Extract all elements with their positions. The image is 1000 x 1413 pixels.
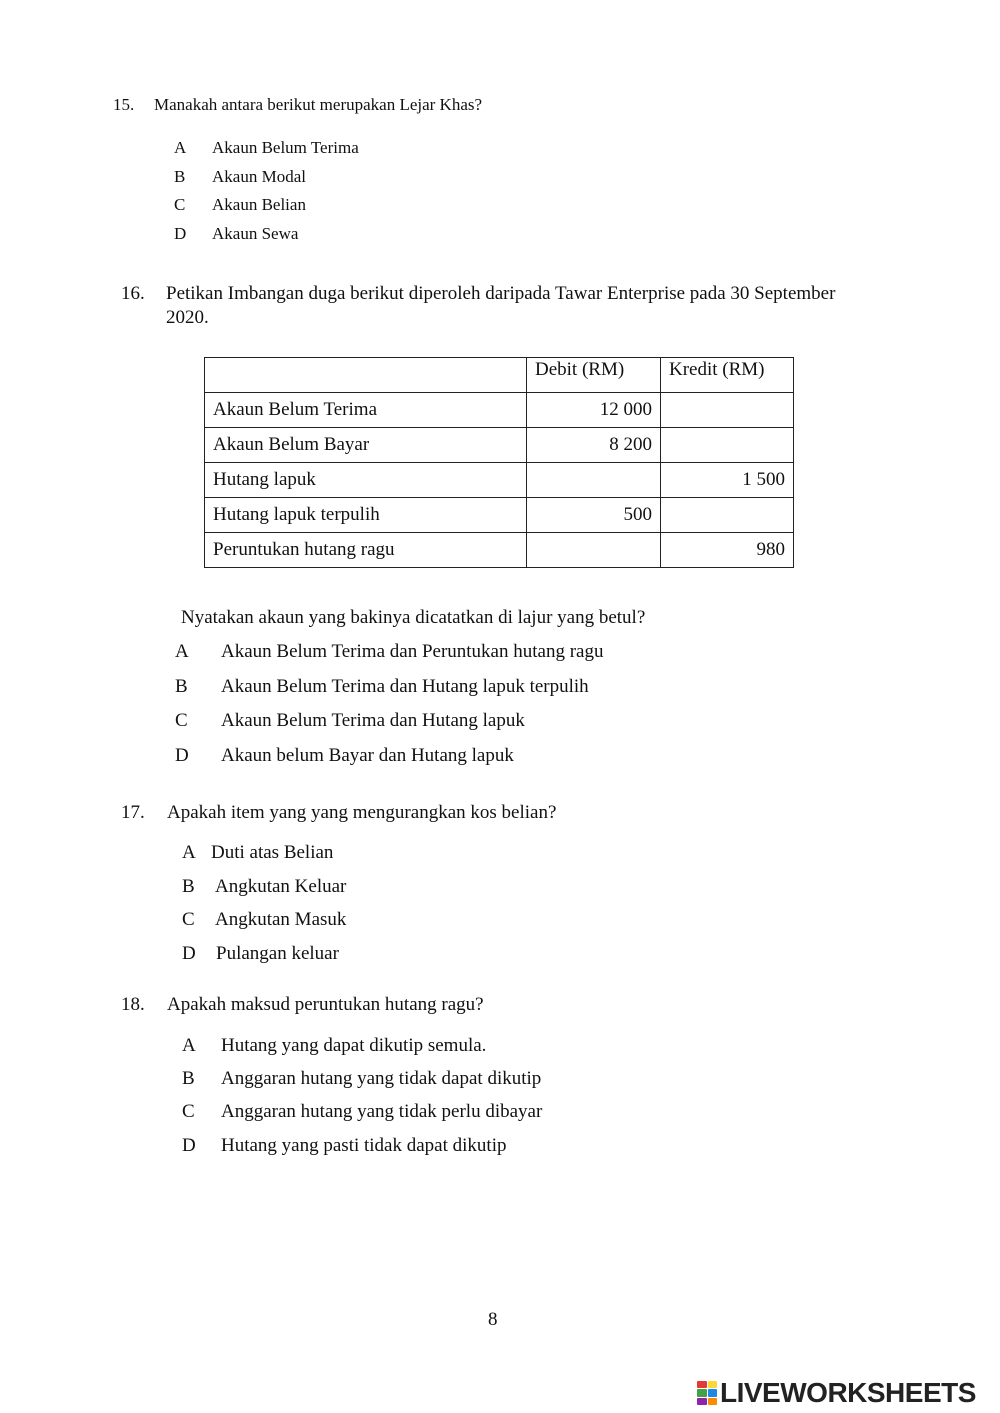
option-text[interactable]: Hutang yang dapat dikutip semula. <box>221 1035 487 1056</box>
question-text-line2: 2020. <box>166 307 209 328</box>
account-cell: Hutang lapuk terpulih <box>205 498 527 533</box>
option-text[interactable]: Duti atas Belian <box>211 842 334 863</box>
question-number: 15. <box>113 95 135 114</box>
option-letter: D <box>175 745 189 766</box>
header-cell-kredit: Kredit (RM) <box>661 358 794 393</box>
option-letter: A <box>174 138 187 157</box>
option-text[interactable]: Akaun Belum Terima dan Peruntukan hutang ragu <box>221 641 604 662</box>
option-letter: B <box>182 1068 195 1089</box>
account-cell: Peruntukan hutang ragu <box>205 533 527 568</box>
option-text[interactable]: Akaun Belian <box>212 195 306 214</box>
table-row <box>205 463 794 498</box>
liveworksheets-logo-icon <box>697 1381 717 1405</box>
question-text: Apakah item yang yang mengurangkan kos belian? <box>167 802 557 823</box>
logo-square <box>708 1381 718 1388</box>
question-prompt: Nyatakan akaun yang bakinya dicatatkan di lajur yang betul? <box>181 607 646 628</box>
option-text[interactable]: Hutang yang pasti tidak dapat dikutip <box>221 1135 507 1156</box>
kredit-cell: 980 <box>661 533 794 568</box>
question-text: Manakah antara berikut merupakan Lejar Khas? <box>154 95 483 114</box>
debit-cell: 12 000 <box>527 393 661 428</box>
option-text[interactable]: Angkutan Masuk <box>215 909 347 930</box>
kredit-cell <box>661 428 794 463</box>
option-text[interactable]: Akaun Modal <box>212 167 306 186</box>
question-number: 16. <box>121 283 145 304</box>
table-row <box>205 498 794 533</box>
question-text-line1: Petikan Imbangan duga berikut diperoleh daripada Tawar Enterprise pada 30 September <box>166 283 836 304</box>
logo-square <box>708 1398 718 1405</box>
option-text[interactable]: Akaun belum Bayar dan Hutang lapuk <box>221 745 514 766</box>
question-number: 18. <box>121 994 145 1015</box>
option-text[interactable]: Anggaran hutang yang tidak dapat dikutip <box>221 1068 542 1089</box>
table-header-row <box>205 358 794 393</box>
header-cell-debit: Debit (RM) <box>527 358 661 393</box>
table-row <box>205 533 794 568</box>
option-letter: B <box>175 676 188 697</box>
option-letter: D <box>182 943 196 964</box>
option-text[interactable]: Akaun Belum Terima <box>212 138 359 157</box>
option-letter: C <box>175 710 188 731</box>
trial-balance-table <box>204 357 794 568</box>
kredit-cell: 1 500 <box>661 463 794 498</box>
logo-square <box>697 1398 707 1405</box>
option-letter: D <box>174 224 187 243</box>
page-number: 8 <box>488 1309 498 1330</box>
account-cell: Akaun Belum Terima <box>205 393 527 428</box>
option-letter: C <box>182 1101 195 1122</box>
logo-square <box>697 1381 707 1388</box>
debit-cell: 500 <box>527 498 661 533</box>
debit-cell <box>527 463 661 498</box>
option-text[interactable]: Akaun Sewa <box>212 224 299 243</box>
option-text[interactable]: Akaun Belum Terima dan Hutang lapuk terpulih <box>221 676 589 697</box>
option-letter: B <box>182 876 195 897</box>
kredit-cell <box>661 498 794 533</box>
option-letter: B <box>174 167 186 186</box>
logo-square <box>708 1389 718 1396</box>
option-letter: A <box>175 641 189 662</box>
option-letter: C <box>182 909 195 930</box>
option-letter: A <box>182 1035 196 1056</box>
option-letter: A <box>182 842 196 863</box>
account-cell: Hutang lapuk <box>205 463 527 498</box>
option-letter: D <box>182 1135 196 1156</box>
question-text: Apakah maksud peruntukan hutang ragu? <box>167 994 484 1015</box>
liveworksheets-logo[interactable] <box>697 1378 976 1408</box>
debit-cell: 8 200 <box>527 428 661 463</box>
option-text[interactable]: Akaun Belum Terima dan Hutang lapuk <box>221 710 525 731</box>
option-text[interactable]: Anggaran hutang yang tidak perlu dibayar <box>221 1101 543 1122</box>
question-number: 17. <box>121 802 145 823</box>
table-row <box>205 428 794 463</box>
header-cell <box>205 358 527 393</box>
account-cell: Akaun Belum Bayar <box>205 428 527 463</box>
brand-name: LIVEWORKSHEETS <box>720 1377 976 1408</box>
table-row <box>205 393 794 428</box>
option-letter: C <box>174 195 186 214</box>
logo-square <box>697 1389 707 1396</box>
option-text[interactable]: Pulangan keluar <box>216 943 339 964</box>
option-text[interactable]: Angkutan Keluar <box>215 876 347 897</box>
debit-cell <box>527 533 661 568</box>
kredit-cell <box>661 393 794 428</box>
